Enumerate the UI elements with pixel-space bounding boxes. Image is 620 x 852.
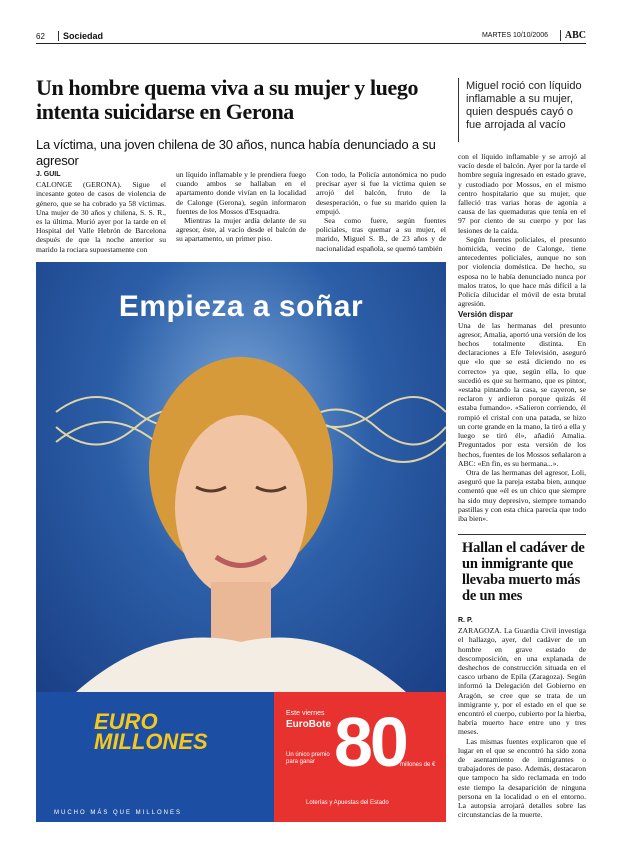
- article-column-4: [458, 152, 586, 523]
- page-number: 62: [36, 32, 45, 41]
- euromillones-ad[interactable]: [36, 262, 446, 822]
- byline: R. P.: [458, 617, 473, 624]
- article-paragraph: Las mismas fuentes explicaron que el lugar en el que se encontró ha sido zona de asentamiento de inmigrantes o trabajadores de paso. Además, destacaron que tampoco ha sido reclamada en todo este tiempo la desaparición de ninguna persona en la localidad o en el entorno. La autopsia arrojará detalles sobre las circunstancias de la muerte.: [458, 736, 586, 820]
- jackpot-unit: millones de €: [400, 762, 436, 768]
- secondary-headline: Hallan el cadáver de un inmigrante que llevaba muerto más de un mes: [462, 540, 585, 604]
- neck-shape: [211, 582, 271, 642]
- bote-label: EuroBote: [286, 719, 331, 730]
- section-subtitle: Versión dispar: [458, 310, 514, 320]
- abc-logo: ABC: [560, 30, 586, 41]
- secondary-article: [458, 616, 586, 819]
- main-subhead: La víctima, una joven chilena de 30 años, nunca había denunciado a su agresor: [36, 137, 436, 168]
- article-column-1: [36, 170, 166, 254]
- main-headline: Un hombre quema viva a su mujer y luego intenta suicidarse en Gerona: [36, 75, 419, 124]
- euro-text: EURO: [94, 709, 158, 734]
- article-paragraph: Sea como fuere, según fuentes policiales, tras quemar a su mujer, el marido, Miguel S. B., de 23 años y de nacionalidad española, se quemó también: [316, 216, 446, 253]
- page-header: [36, 32, 586, 44]
- article-paragraph: Mientras la mujer ardía delante de su agresor, éste, al vacío desde el balcón de su apartamento, un primer piso.: [176, 216, 306, 244]
- article-paragraph: ZARAGOZA. La Guardia Civil investiga el hallazgo, ayer, del cadáver de un hombre en grave estado de descomposición, en una explanada de deshechos de construcción situada en el casco urbano de Epila (Zaragoza). Según informó la Delegación del Gobierno en Aragón, se cree que se trata de un inmigrante y, por el estado en el que se encontró el cuerpo, cubierto por la hierba, habría muerto hace entre uno y tres meses.: [458, 626, 586, 737]
- millones-text: MILLONES: [94, 729, 208, 754]
- jackpot-number: 80: [334, 703, 406, 781]
- article-paragraph: Una de las hermanas del presunto agresor, Amalia, aportó una versión de los hechos totalmente distinta. En declaraciones a Efe Televisión, aseguró que «lo que se está diciendo no es correcto» ya que, según ella, lo que sucedió es que su hermano, que es pintor, «estaba pintando la casa, se cayeron, se reclaron y ardieron porque quizás él estaba fumando». «Salieron corriendo, él rompió el cristal con una patada, se hizo un corte grande en la mano, la tiró a ella y luego se tiró él», añadió Amalia. Preguntados por esta versión de los hechos, fuentes de los Mossos señalaron a ABC: «En fin, es su hermana...».: [458, 320, 587, 468]
- lottery-operator: Loterías y Apuestas del Estado: [306, 800, 389, 806]
- euromillones-logo: [94, 709, 208, 754]
- pull-quote: Miguel roció con líquido inflamable a su mujer, quien después cayó o fue arrojada al vacío: [466, 80, 582, 131]
- article-paragraph: Otra de las hermanas del agresor, Loli, aseguró que la pareja estaba bien, aunque comentó que «él es un chico que siempre ha sido muy depresivo, siempre tomando pastillas y con esta chica parecía que todo iba bien».: [458, 467, 586, 523]
- ad-photo: [36, 262, 446, 692]
- prize-note: Un único premio para ganar: [286, 752, 330, 765]
- ad-tagline: MUCHO MÁS QUE MILLONES: [54, 810, 183, 816]
- article-paragraph: Según fuentes policiales, el presunto homicida, vecino de Calonge, tiene antecedentes policiales, aunque no son por violencia doméstica. De hecho, su esposa no le había denunciado nunca por malos tratos, lo que hace más difícil a la Policía dilucidar el móvil de esta brutal agresión.: [458, 234, 586, 309]
- section-name: Sociedad: [58, 31, 103, 41]
- article-column-3: [316, 170, 446, 253]
- shoulders-shape: [76, 638, 406, 692]
- issue-date: MARTES 10/10/2006: [481, 32, 548, 39]
- ad-title: Empieza a soñar: [118, 290, 364, 323]
- article-paragraph: Con todo, la Policía autonómica no pudo precisar ayer si fue la víctima quien se arrojó del balcón, fruto de la desesperación, o fue su marido quien la empujó.: [316, 170, 446, 216]
- article-column-2: [176, 170, 306, 244]
- byline: J. GUIL: [36, 171, 61, 178]
- article-paragraph: con el líquido inflamable y se arrojó al vacío desde el balcón. Ayer por la tarde el hombre seguía ingresado en estado grave, y custodiado por Mossos, en el mismo centro hospitalario que su mujer, que falleció tras varias horas de agonía a causa de las quemaduras que tenía en el 97 por ciento de su cuerpo y por las lesiones de la caída.: [458, 152, 586, 235]
- hallan-rule: [458, 534, 586, 535]
- face-shape: [175, 415, 307, 599]
- quote-rule: [458, 78, 459, 142]
- article-paragraph: un líquido inflamable y le prendiera fuego cuando ambos se hallaban en el apartamento donde vivían en la localidad de Calonge (Gerona), según informaron fuentes de los Mossos d'Esquadra.: [176, 170, 306, 216]
- article-paragraph: CALONGE (GERONA). Sigue el incesante goteo de casos de violencia de género, que se ha cobrado ya 58 víctimas. Una mujer de 30 años y chilena, S. S. R., es la última. Murió ayer por la tarde en el Hospital del Valle Hebrón de Barcelona después de que la noche anterior su marido la rociara supuestamente con: [36, 180, 166, 254]
- ad-illustration: [36, 262, 446, 692]
- bote-intro: Este viernes: [286, 710, 325, 717]
